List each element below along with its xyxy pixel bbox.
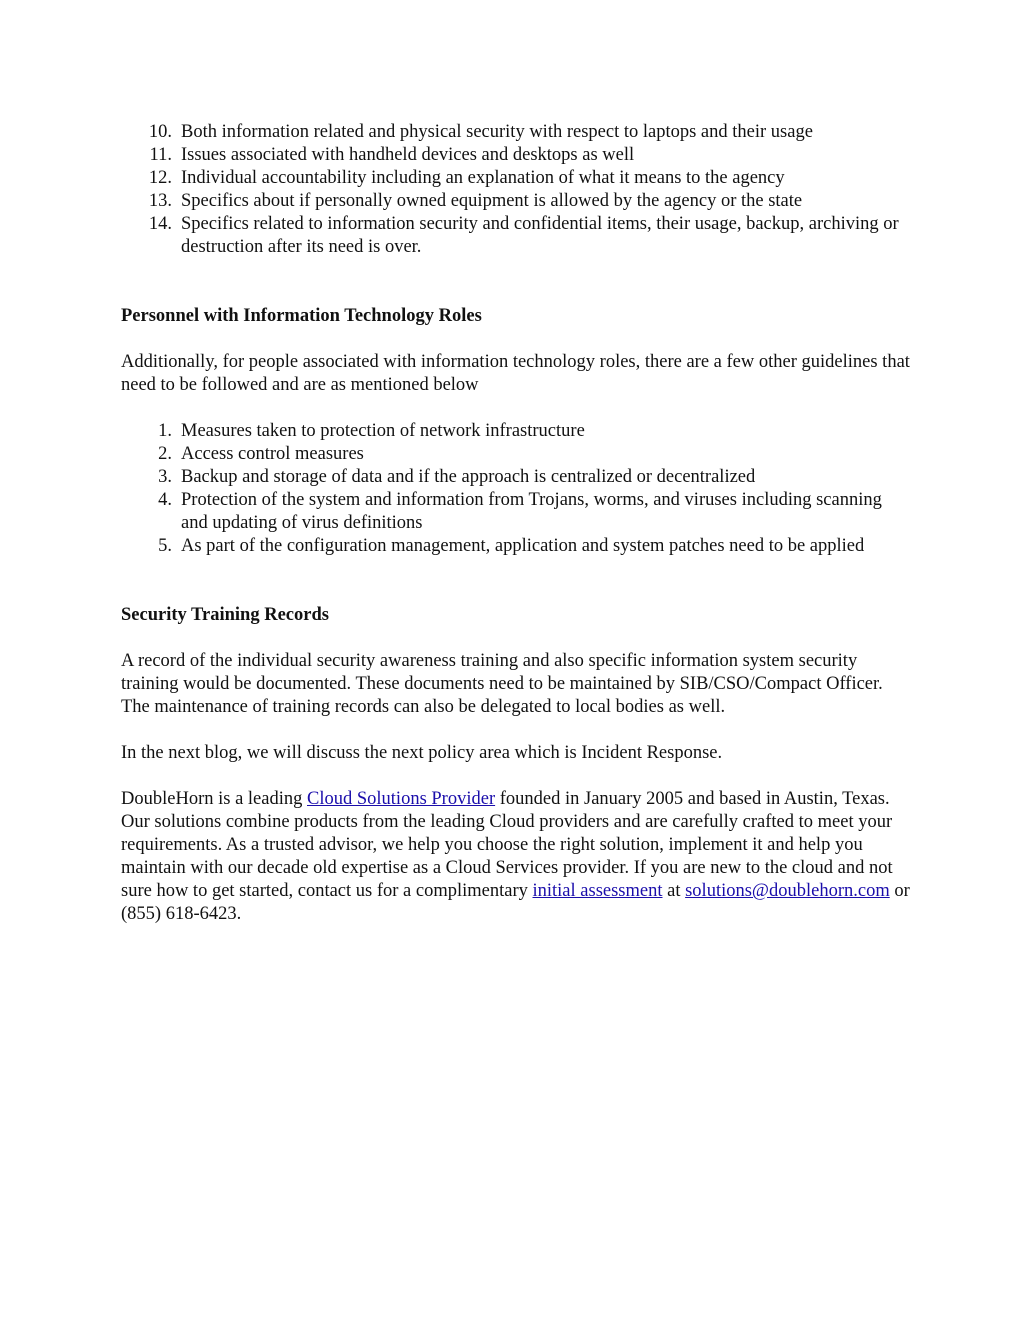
list-item (121, 213, 911, 259)
list-number: 11. (149, 145, 172, 165)
list-item-text: Measures taken to protection of network infrastructure (181, 421, 585, 441)
list-number: 10. (148, 122, 172, 142)
list-number: 5. (158, 536, 172, 556)
list-item (121, 535, 911, 558)
list-item-text: Specifics related to information security and confidential items, their usage, backup, archiving or destruction after its need is over. (181, 214, 899, 257)
list-item-text: Both information related and physical security with respect to laptops and their usage (181, 122, 813, 142)
initial-assessment-link[interactable]: initial assessment (532, 881, 663, 901)
list-number: 3. (158, 467, 172, 487)
cloud-solutions-provider-link[interactable]: Cloud Solutions Provider (307, 789, 496, 809)
list-number: 13. (148, 191, 172, 211)
list-item (121, 190, 911, 213)
list-item-text: Specifics about if personally owned equipment is allowed by the agency or the state (181, 191, 803, 211)
list-item-text: Individual accountability including an explanation of what it means to the agency (181, 168, 785, 188)
list-number: 14. (148, 214, 172, 234)
about-paragraph (121, 788, 911, 926)
it-roles-intro: Additionally, for people associated with information technology roles, there are a few other guidelines that need to be followed and are as mentioned below (121, 352, 910, 395)
list-item-text: As part of the configuration management, application and system patches need to be applied (181, 536, 865, 556)
list-number: 4. (158, 490, 172, 510)
email-link[interactable]: solutions@doublehorn.com (685, 881, 890, 901)
list-item (121, 466, 911, 489)
top-numbered-list (121, 121, 911, 259)
list-item-text: Backup and storage of data and if the approach is centralized or decentralized (181, 467, 756, 487)
list-item (121, 489, 911, 535)
list-item (121, 167, 911, 190)
list-number: 1. (158, 421, 172, 441)
list-item-text: Access control measures (181, 444, 364, 464)
about-text: DoubleHorn is a leading (121, 789, 307, 809)
list-item (121, 121, 911, 144)
it-roles-numbered-list (121, 420, 911, 558)
list-item (121, 420, 911, 443)
about-text: or (855) 618-6423. (121, 881, 910, 924)
list-number: 12. (148, 168, 172, 188)
training-records-paragraph: A record of the individual security awareness training and also specific information system security training would be documented. These documents need to be maintained by SIB/CSO/Compact Officer. The maintenance of training records can also be delegated to local bodies as well. (121, 651, 883, 717)
list-number: 2. (158, 444, 172, 464)
section-heading-it-roles: Personnel with Information Technology Roles (121, 306, 482, 326)
about-text: at (662, 881, 686, 901)
list-item-text: Protection of the system and information from Trojans, worms, and viruses including scanning and updating of virus definitions (181, 490, 882, 533)
list-item (121, 144, 911, 167)
document-page (121, 121, 911, 926)
list-item-text: Issues associated with handheld devices and desktops as well (181, 145, 635, 165)
next-blog-paragraph: In the next blog, we will discuss the next policy area which is Incident Response. (121, 743, 723, 763)
list-item (121, 443, 911, 466)
about-text: founded in January 2005 and based in Austin, Texas. Our solutions combine products from the leading Cloud providers and are carefully crafted to meet your requirements. As a trusted advisor, we help you choose the right solution, implement it and help you maintain with our decade old expertise as a Cloud Services provider. If you are new to the cloud and not sure how to get started, contact us for a complimentary (121, 789, 893, 901)
section-heading-training-records: Security Training Records (121, 605, 329, 625)
